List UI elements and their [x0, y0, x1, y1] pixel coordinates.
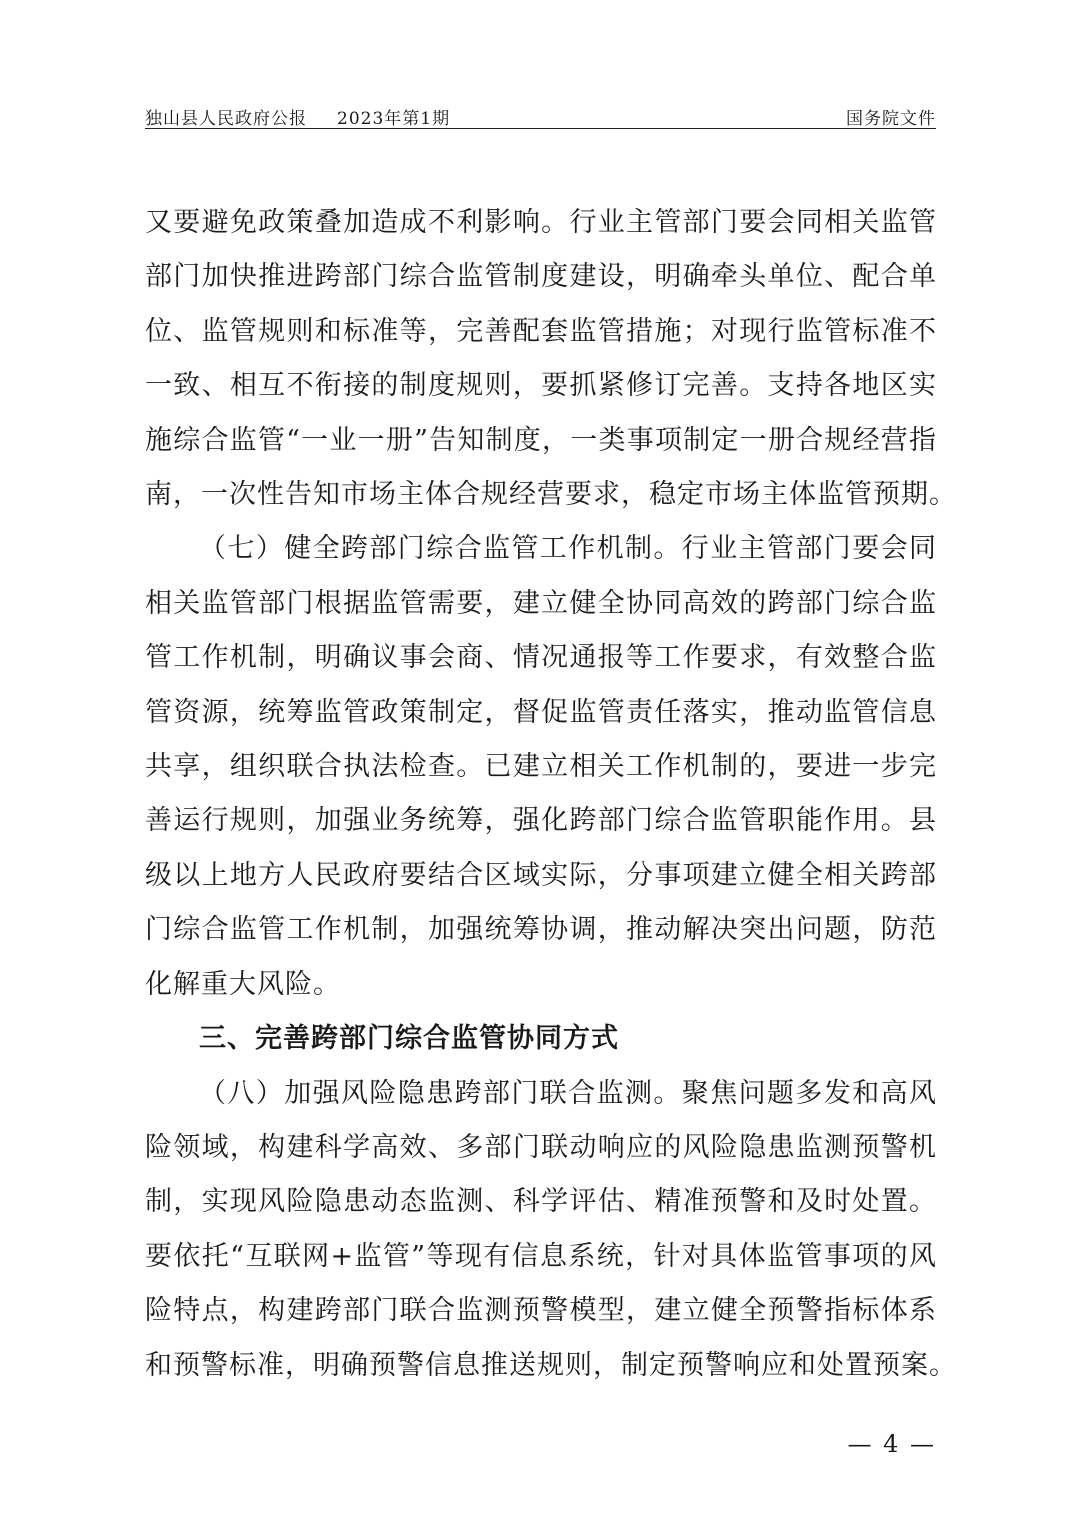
text-line: 一致、相互不衔接的制度规则，要抓紧修订完善。支持各地区实	[145, 370, 937, 402]
text-line: 共享，组织联合执法检查。已建立相关工作机制的，要进一步完	[145, 751, 937, 783]
text-line: 部门加快推进跨部门综合监管制度建设，明确牵头单位、配合单	[145, 261, 937, 293]
issue-number: 2023年第1期	[337, 109, 451, 129]
section-title: 国务院文件	[846, 109, 936, 129]
publication-title: 独山县人民政府公报	[145, 109, 307, 129]
running-header	[145, 104, 936, 129]
text-line: 南，一次性告知市场主体合规经营要求，稳定市场主体监管预期。	[145, 479, 957, 511]
text-line: 相关监管部门根据监管需要，建立健全协同高效的跨部门综合监	[145, 587, 937, 619]
paragraph-seven	[145, 522, 937, 1012]
paragraph-continuation	[145, 196, 957, 522]
document-body	[145, 196, 957, 1393]
text-line: 化解重大风险。	[145, 968, 341, 1000]
page-number: — 4 —	[847, 1430, 936, 1458]
text-line: 险特点，构建跨部门联合监测预警模型，建立健全预警指标体系	[145, 1295, 937, 1327]
text-line: （八）加强风险隐患跨部门联合监测。聚焦问题多发和高风	[199, 1077, 937, 1109]
text-line: 门综合监管工作机制，加强统筹协调，推动解决突出问题，防范	[145, 914, 937, 946]
text-line: 险领域，构建科学高效、多部门联动响应的风险隐患监测预警机	[145, 1131, 937, 1163]
paragraph-eight	[145, 1067, 957, 1393]
text-line: 管工作机制，明确议事会商、情况通报等工作要求，有效整合监	[145, 642, 937, 674]
section-heading: 三、完善跨部门综合监管协同方式	[199, 1023, 619, 1055]
text-line: 位、监管规则和标准等，完善配套监管措施；对现行监管标准不	[145, 315, 937, 347]
text-line: 善运行规则，加强业务统筹，强化跨部门综合监管职能作用。县	[145, 805, 937, 837]
text-line: （七）健全跨部门综合监管工作机制。行业主管部门要会同	[199, 533, 937, 565]
header-left	[145, 104, 450, 129]
text-line: 施综合监管“一业一册”告知制度，一类事项制定一册合规经营指	[145, 424, 937, 456]
text-line: 又要避免政策叠加造成不利影响。行业主管部门要会同相关监管	[145, 207, 937, 238]
text-line: 级以上地方人民政府要结合区域实际，分事项建立健全相关跨部	[145, 859, 937, 891]
text-line: 管资源，统筹监管政策制定，督促监管责任落实，推动监管信息	[145, 696, 937, 728]
text-line: 和预警标准，明确预警信息推送规则，制定预警响应和处置预案。	[145, 1349, 957, 1381]
text-line: 要依托“互联网+监管”等现有信息系统，针对具体监管事项的风	[145, 1240, 937, 1272]
text-line: 制，实现风险隐患动态监测、科学评估、精准预警和及时处置。	[145, 1186, 937, 1218]
